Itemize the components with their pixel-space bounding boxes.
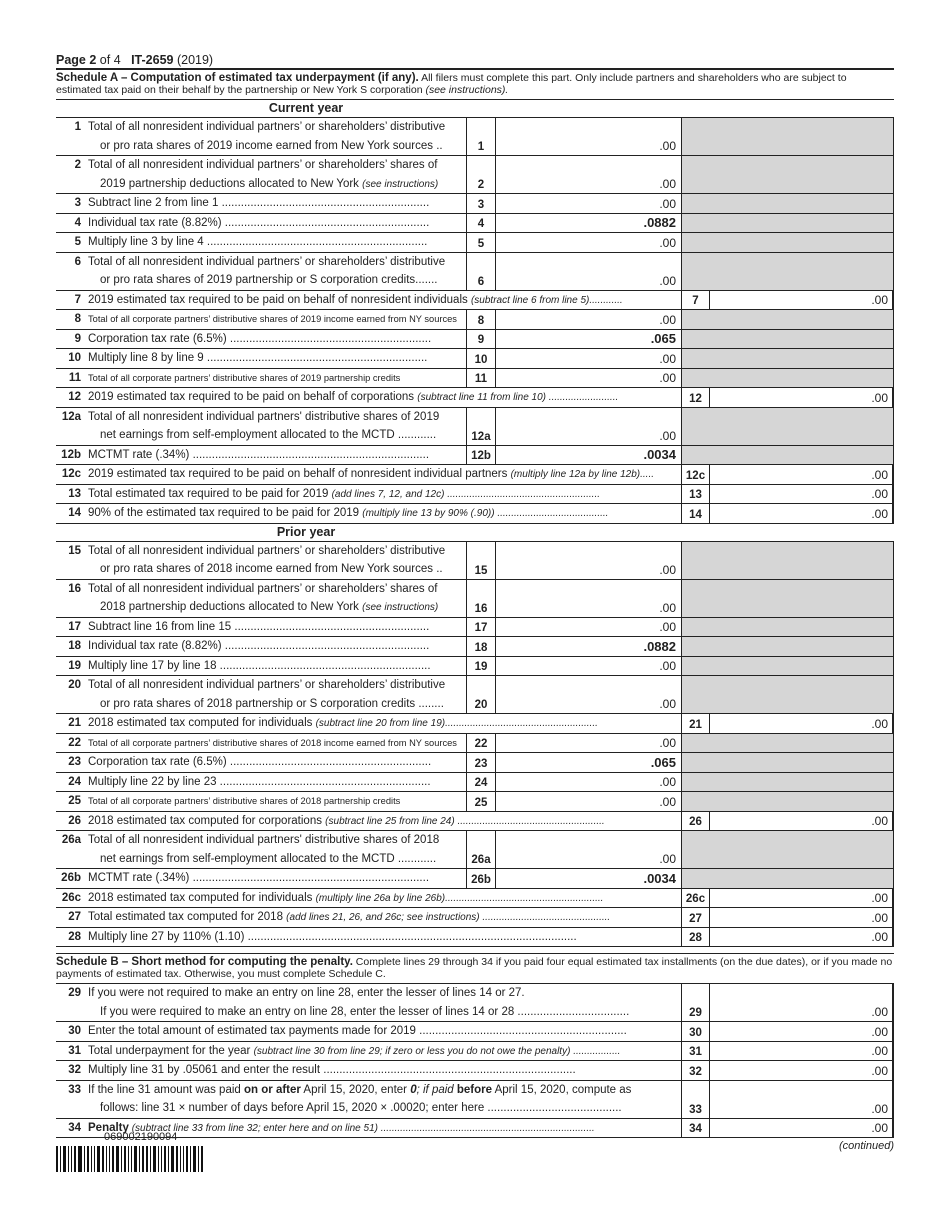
line-26-label: 26 — [681, 812, 710, 831]
schedule-b-title: Schedule B – Short method for computing the penalty. — [56, 956, 353, 968]
line-number: 26c — [61, 891, 81, 904]
line-15-description: Total of all nonresident individual partners’ or shareholders’ distributive or pro rata shares of 2018 income earned from New York sources .. — [88, 544, 446, 575]
line-25-description: Total of all corporate partners’ distributive shares of 2018 partnership credits — [88, 796, 401, 806]
line-12b-amount[interactable]: .0034 — [643, 447, 676, 462]
line-number: 14 — [68, 507, 81, 519]
line-number: 9 — [74, 332, 81, 345]
line-17-description: Subtract line 16 from line 15 ............................................................. — [88, 620, 430, 633]
line-22 — [56, 734, 893, 754]
line-18 — [56, 637, 893, 657]
line-26-description: 2018 estimated tax computed for corporations (subtract line 25 from line 24) ..................................................... — [88, 814, 605, 827]
line-22-label: 22 — [466, 734, 496, 753]
line-7-amount[interactable]: .00 — [709, 291, 893, 310]
line-29-amount[interactable]: .00 — [709, 984, 893, 1021]
line-14 — [56, 504, 893, 524]
line-26c-label: 26c — [681, 889, 710, 908]
line-19-amount[interactable]: .00 — [659, 659, 676, 673]
line-25 — [56, 792, 893, 812]
line-30-amount[interactable]: .00 — [709, 1022, 893, 1041]
line-4-amount[interactable]: .0882 — [643, 215, 676, 230]
line-11-label: 11 — [466, 369, 496, 388]
line-21-amount[interactable]: .00 — [709, 714, 893, 733]
line-19-description: Multiply line 17 by line 18 .................................................................. — [88, 659, 431, 672]
line-3-description: Subtract line 2 from line 1 ................................................................. — [88, 197, 430, 209]
line-21-description: 2018 estimated tax computed for individuals (subtract line 20 from line 19)....................................................... — [88, 717, 598, 729]
line-number: 4 — [74, 216, 81, 229]
line-26c — [56, 889, 893, 909]
line-5-label: 5 — [466, 233, 496, 252]
line-34-amount[interactable]: .00 — [709, 1119, 893, 1138]
line-9-label: 9 — [466, 330, 496, 349]
line-3-label: 3 — [466, 194, 496, 213]
line-number: 28 — [68, 930, 81, 943]
line-17-label: 17 — [466, 618, 496, 637]
line-number: 31 — [68, 1044, 81, 1057]
line-number: 21 — [68, 717, 81, 729]
line-28-amount[interactable]: .00 — [709, 928, 893, 947]
line-12c — [56, 465, 893, 485]
line-24-amount[interactable]: .00 — [659, 775, 676, 789]
line-number: 10 — [68, 352, 81, 364]
line-29-description: If you were not required to make an entry on line 28, enter the lesser of lines 14 or 27. If you were required to make an entry on line 28, enter the lesser of lines 14 or 28 ................................... — [88, 987, 630, 1018]
line-24-label: 24 — [466, 773, 496, 792]
line-2-amount[interactable]: .00 — [659, 177, 676, 191]
line-6-amount[interactable]: .00 — [659, 273, 676, 288]
line-24-description: Multiply line 22 by line 23 .................................................................. — [88, 775, 431, 788]
line-number: 26 — [68, 814, 81, 827]
line-33 — [56, 1081, 893, 1119]
line-10-label: 10 — [466, 349, 496, 368]
line-4 — [56, 214, 893, 234]
line-number: 26b — [61, 872, 81, 884]
line-22-description: Total of all corporate partners’ distributive shares of 2018 income earned from NY sources — [88, 737, 457, 748]
line-number: 18 — [68, 640, 81, 652]
line-number: 32 — [68, 1064, 81, 1076]
line-20-label: 20 — [466, 676, 496, 713]
line-26b-description: MCTMT rate (.34%) .......................................................................... — [88, 872, 430, 884]
line-30 — [56, 1022, 893, 1042]
line-9-description: Corporation tax rate (6.5%) ............................................................... — [88, 332, 432, 345]
line-number: 20 — [68, 679, 81, 691]
line-16 — [56, 580, 893, 618]
line-1-label: 1 — [466, 118, 496, 155]
line-number: 3 — [74, 197, 81, 209]
line-23-description: Corporation tax rate (6.5%) ............................................................... — [88, 756, 432, 768]
line-26 — [56, 812, 893, 832]
line-3 — [56, 194, 893, 214]
line-12b-description: MCTMT rate (.34%) .......................................................................... — [88, 448, 430, 461]
line-14-label: 14 — [681, 504, 710, 523]
line-29 — [56, 984, 893, 1022]
line-12a-description: Total of all nonresident individual partners' distributive shares of 2019 net earnings from self-employment allocated to the MCTD ............ — [88, 410, 440, 441]
line-20-amount[interactable]: .00 — [659, 697, 676, 711]
line-11 — [56, 369, 893, 389]
form-page — [56, 52, 894, 1152]
line-number: 24 — [68, 775, 81, 788]
schedule-a-header: Schedule A – Computation of estimated tax underpayment (if any). All filers must complete this part. Only include partners and shareholders who are subject to estimated tax paid on their behalf by the partnership or New York S corporation (see instructions). — [56, 72, 847, 96]
line-23 — [56, 753, 893, 773]
line-26a-description: Total of all nonresident individual partners' distributive shares of 2018 net earnings from self-employment allocated to the MCTD ............ — [88, 834, 440, 865]
line-21 — [56, 714, 893, 734]
schedule-a-table — [56, 118, 894, 524]
line-23-label: 23 — [466, 753, 496, 772]
line-34-description: Penalty (subtract line 33 from line 32; enter here and on line 51) ............................................................................. — [88, 1121, 595, 1134]
line-26b — [56, 869, 893, 889]
line-33-description: If the line 31 amount was paid on or after April 15, 2020, enter 0; if paid before April 15, 2020, compute as follows: line 31 × number of days before April 15, 2020 × .00020; enter here .......................................... — [88, 1083, 632, 1114]
line-number: 29 — [68, 987, 81, 999]
line-26a — [56, 831, 893, 869]
line-9-amount[interactable]: .065 — [650, 331, 676, 346]
page-of: of 4 — [99, 53, 121, 67]
line-26-amount[interactable]: .00 — [709, 812, 893, 831]
line-2-description: Total of all nonresident individual partners’ or shareholders’ shares of 2019 partnership deductions allocated to New York (see instructions) — [88, 159, 439, 190]
line-12b — [56, 446, 893, 466]
line-28-label: 28 — [681, 928, 710, 947]
line-number: 16 — [68, 582, 81, 595]
line-number: 13 — [68, 487, 81, 500]
line-27-description: Total estimated tax computed for 2018 (add lines 21, 26, and 26c; see instructions) .............................................. — [88, 911, 611, 923]
line-27-label: 27 — [681, 908, 710, 927]
barcode — [56, 1131, 205, 1172]
line-number: 22 — [68, 736, 81, 749]
line-28-description: Multiply line 27 by 110% (1.10) ....................................................................................................... — [88, 930, 577, 943]
line-12-description: 2019 estimated tax required to be paid on behalf of corporations (subtract line 11 from line 10) ......................... — [88, 391, 619, 403]
line-7-label: 7 — [681, 291, 710, 310]
line-1-amount[interactable]: .00 — [659, 139, 676, 153]
line-13-amount[interactable]: .00 — [709, 485, 893, 504]
line-20-description: Total of all nonresident individual partners’ or shareholders’ distributive or pro rata shares of 2018 partnership or S corporation credits ........ — [88, 679, 446, 710]
line-2 — [56, 156, 893, 194]
line-33-amount[interactable]: .00 — [709, 1081, 893, 1118]
line-1 — [56, 118, 893, 156]
page-header — [56, 52, 894, 68]
line-12a-label: 12a — [466, 408, 496, 445]
line-28 — [56, 928, 893, 948]
line-number: 27 — [68, 911, 81, 923]
line-10-amount[interactable]: .00 — [659, 351, 676, 366]
line-17 — [56, 618, 893, 638]
line-number: 12 — [68, 391, 81, 403]
line-6-label: 6 — [466, 253, 496, 290]
line-2-label: 2 — [466, 156, 496, 193]
line-number: 12b — [61, 448, 81, 461]
line-10-description: Multiply line 8 by line 9 ..................................................................... — [88, 352, 428, 364]
line-27-amount[interactable]: .00 — [709, 908, 893, 927]
line-16-label: 16 — [466, 580, 496, 617]
line-26c-description: 2018 estimated tax computed for individuals (multiply line 26a by line 26b)......................................................... — [88, 891, 604, 904]
line-6-description: Total of all nonresident individual partners’ or shareholders’ distributive or pro rata shares of 2019 partnership or S corporation credits....... — [88, 255, 446, 286]
line-5-description: Multiply line 3 by line 4 ..................................................................... — [88, 236, 428, 248]
line-5-amount[interactable]: .00 — [659, 235, 676, 250]
line-number: 23 — [68, 756, 81, 768]
line-10 — [56, 349, 893, 369]
line-30-description: Enter the total amount of estimated tax payments made for 2019 ................................................................. — [88, 1025, 627, 1037]
line-12-label: 12 — [681, 388, 710, 407]
line-31-label: 31 — [681, 1042, 710, 1061]
line-number: 6 — [74, 255, 81, 268]
line-31-amount[interactable]: .00 — [709, 1042, 893, 1061]
line-16-description: Total of all nonresident individual partners’ or shareholders’ shares of 2018 partnership deductions allocated to New York (see instructions) — [88, 582, 439, 613]
line-26a-amount[interactable]: .00 — [659, 852, 676, 866]
line-number: 1 — [74, 121, 81, 133]
line-29-label: 29 — [681, 984, 710, 1021]
line-14-amount[interactable]: .00 — [709, 504, 893, 523]
line-13 — [56, 485, 893, 505]
line-24 — [56, 773, 893, 793]
line-12-amount[interactable]: .00 — [709, 388, 893, 407]
line-4-description: Individual tax rate (8.82%) ................................................................ — [88, 216, 430, 229]
line-number: 2 — [74, 159, 81, 171]
line-18-amount[interactable]: .0882 — [643, 638, 676, 654]
line-32-label: 32 — [681, 1061, 710, 1080]
line-25-label: 25 — [466, 792, 496, 811]
line-number: 12a — [61, 410, 81, 423]
line-number: 25 — [68, 795, 81, 807]
line-11-description: Total of all corporate partners’ distributive shares of 2019 partnership credits — [88, 372, 401, 383]
line-13-description: Total estimated tax required to be paid for 2019 (add lines 7, 12, and 12c) ....................................................... — [88, 487, 601, 500]
barcode-number: 069002190094 — [104, 1131, 178, 1143]
line-5 — [56, 233, 893, 253]
line-4-label: 4 — [466, 214, 496, 233]
line-26a-label: 26a — [466, 831, 496, 868]
line-32-description: Multiply line 31 by .05061 and enter the result ............................................................................... — [88, 1064, 576, 1076]
line-7-description: 2019 estimated tax required to be paid on behalf of nonresident individuals (subtract line 6 from line 5)............ — [88, 293, 623, 306]
line-12b-label: 12b — [466, 446, 496, 465]
line-26c-amount[interactable]: .00 — [709, 889, 893, 908]
line-8-label: 8 — [466, 310, 496, 329]
line-number: 34 — [68, 1121, 81, 1134]
line-8 — [56, 310, 893, 330]
line-19-label: 19 — [466, 657, 496, 676]
line-33-label: 33 — [681, 1081, 710, 1118]
line-34-label: 34 — [681, 1119, 710, 1138]
line-32 — [56, 1061, 893, 1081]
line-3-amount[interactable]: .00 — [659, 196, 676, 211]
prior-year-table — [56, 542, 894, 948]
barcode-icon — [56, 1146, 205, 1172]
line-11-amount[interactable]: .00 — [659, 371, 676, 385]
line-number: 11 — [68, 371, 81, 384]
line-12c-description: 2019 estimated tax required to be paid on behalf of nonresident individual partners (multiply line 12a by line 12b)..... — [88, 468, 654, 480]
line-15-amount[interactable]: .00 — [659, 562, 676, 577]
line-number: 12c — [61, 468, 81, 480]
line-12c-amount[interactable]: .00 — [709, 465, 893, 484]
line-20 — [56, 676, 893, 714]
line-9 — [56, 330, 893, 350]
line-16-amount[interactable]: .00 — [659, 600, 676, 615]
continued-note: (continued) — [838, 1140, 894, 1152]
line-number: 33 — [68, 1083, 81, 1096]
line-17-amount[interactable]: .00 — [659, 620, 676, 634]
page-number: Page 2 — [56, 53, 97, 67]
line-6 — [56, 253, 893, 291]
line-31 — [56, 1042, 893, 1062]
line-31-description: Total underpayment for the year (subtract line 30 from line 29; if zero or less you do not owe the penalty) ................. — [88, 1044, 621, 1057]
line-1-description: Total of all nonresident individual partners’ or shareholders’ distributive or pro rata shares of 2019 income earned from New York sources .. — [88, 121, 446, 152]
prior-year-title: Prior year — [56, 524, 894, 542]
line-25-amount[interactable]: .00 — [659, 794, 676, 809]
form-number: IT-2659 — [131, 53, 174, 67]
line-15-label: 15 — [466, 542, 496, 579]
line-12a-amount[interactable]: .00 — [659, 428, 676, 443]
line-12a — [56, 408, 893, 446]
line-number: 26a — [61, 834, 81, 846]
line-19 — [56, 657, 893, 677]
line-12 — [56, 388, 893, 408]
line-32-amount[interactable]: .00 — [709, 1061, 893, 1080]
line-number: 5 — [74, 236, 81, 248]
form-year: (2019) — [176, 53, 214, 67]
line-27 — [56, 908, 893, 928]
line-26b-label: 26b — [466, 869, 496, 888]
line-8-amount[interactable]: .00 — [659, 312, 676, 327]
line-18-label: 18 — [466, 637, 496, 656]
line-number: 7 — [74, 293, 81, 306]
line-8-description: Total of all corporate partners’ distributive shares of 2019 income earned from NY sources — [88, 314, 457, 324]
line-number: 8 — [74, 313, 81, 325]
line-30-label: 30 — [681, 1022, 710, 1041]
line-22-amount[interactable]: .00 — [659, 736, 676, 750]
line-23-amount[interactable]: .065 — [650, 754, 676, 770]
schedule-b-header: Schedule B – Short method for computing the penalty. Complete lines 29 through 34 if you paid four equal estimated tax installments (on the due dates), or if you made no payments of estimated tax. Otherwise, you must complete Schedule C. — [56, 956, 893, 980]
current-year-title: Current year — [56, 100, 894, 118]
line-number: 15 — [68, 544, 81, 557]
line-number: 30 — [68, 1025, 81, 1037]
line-7 — [56, 291, 893, 311]
line-14-description: 90% of the estimated tax required to be paid for 2019 (multiply line 13 by 90% (.90)) ........................................ — [88, 507, 609, 519]
line-number: 17 — [68, 620, 81, 633]
line-18-description: Individual tax rate (8.82%) ................................................................ — [88, 640, 430, 652]
line-12c-label: 12c — [681, 465, 710, 484]
line-13-label: 13 — [681, 485, 710, 504]
line-26b-amount[interactable]: .0034 — [643, 870, 676, 886]
schedule-a-title: Schedule A – Computation of estimated tax underpayment (if any). — [56, 72, 419, 84]
line-number: 19 — [68, 659, 81, 672]
line-21-label: 21 — [681, 714, 710, 733]
line-15 — [56, 542, 893, 580]
schedule-b-table — [56, 984, 894, 1138]
